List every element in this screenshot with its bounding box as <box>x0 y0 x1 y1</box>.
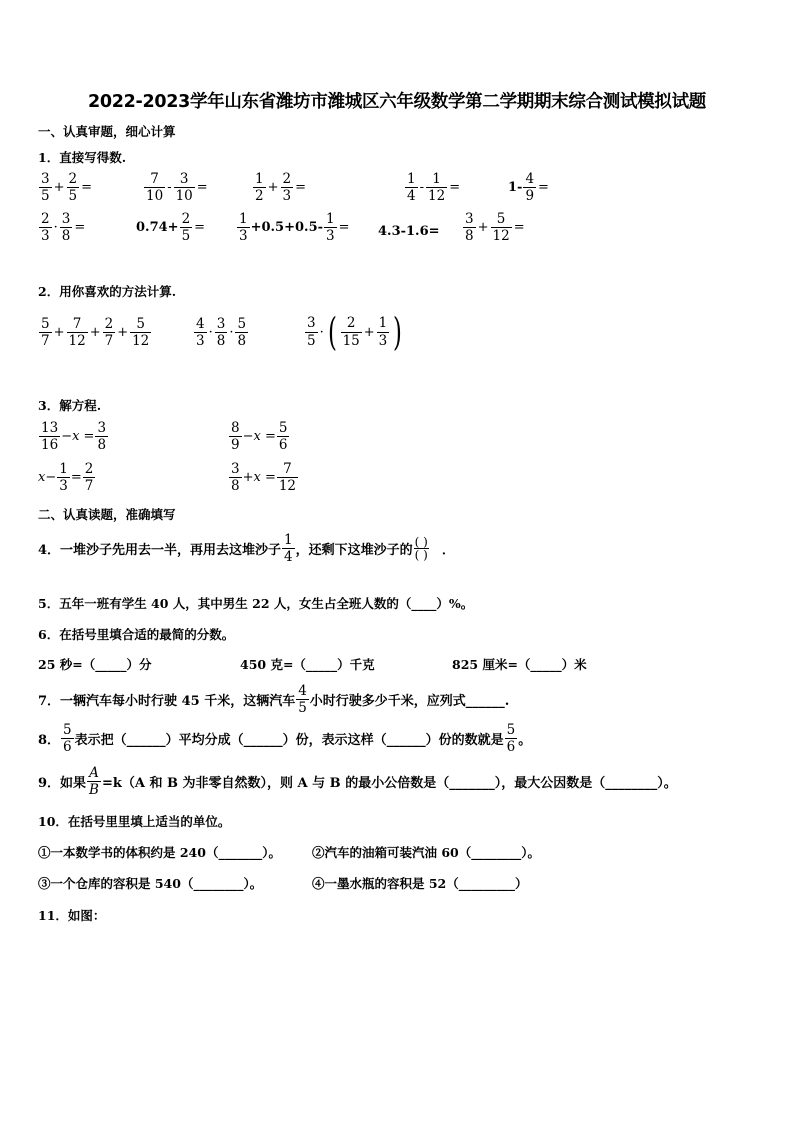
q3-equation-c: x− $\frac{1}{3}$ = $\frac{2}{7}$ <box>38 461 94 495</box>
question-7: 7．一辆汽车每小时行驶 45 千米，这辆汽车 $\frac{4}{5}$ 小时行驶多少千米，应列式______. <box>38 683 510 717</box>
question-5: 5．五年一班有学生 40 人，其中男生 22 人，女生占全班人数的（____）%。 <box>38 596 474 611</box>
q1-item-i: 4.3-1.6= <box>378 224 440 239</box>
question-2: 2．用你喜欢的方法计算. <box>38 284 177 299</box>
q6-item-seconds: 25 秒=（_____）分 <box>38 657 152 672</box>
q10-item-4: ④一墨水瓶的容积是 52（_________） <box>312 876 528 891</box>
q1-item-g: 0.74+ $\frac{2}{5}$ = <box>136 211 206 245</box>
q3-equation-d: $\frac{3}{8}$ +x = $\frac{7}{12}$ <box>231 461 297 495</box>
q1-item-b: $\frac{7}{10}$ - $\frac{3}{10}$ = <box>146 171 208 205</box>
q6-item-grams: 450 克=（_____）千克 <box>240 657 375 672</box>
q2-item-b: $\frac{4}{3}$ · $\frac{3}{8}$ · $\frac{5}{8}$ <box>196 316 247 350</box>
question-1: 1．直接写得数. <box>38 150 127 165</box>
q1-item-e: 1- $\frac{4}{9}$ = <box>508 171 549 205</box>
section-1-heading: 一、认真审题，细心计算 <box>38 124 176 139</box>
q6-item-centimeters: 825 厘米=（_____）米 <box>452 657 587 672</box>
section-2-heading: 二、认真读题，准确填写 <box>38 507 176 522</box>
q2-item-c: $\frac{3}{5}$ · ( $\frac{2}{15}$ + $\frac{1}{3}$ ) <box>307 310 403 354</box>
question-4: 4．一堆沙子先用去一半，再用去这堆沙子 $\frac{1}{4}$ ，还剩下这堆沙子的 $\frac{( )}{( )}$ ． <box>38 532 455 566</box>
q10-item-3: ③一个仓库的容积是 540（________）。 <box>38 876 263 891</box>
q3-equation-a: $\frac{13}{16}$ −x = $\frac{3}{8}$ <box>41 420 107 454</box>
q2-item-a: $\frac{5}{7}$ + $\frac{7}{12}$ + $\frac{2}{7}$ + $\frac{5}{12}$ <box>41 316 150 350</box>
question-10: 10．在括号里里填上适当的单位。 <box>38 814 231 829</box>
q3-equation-b: $\frac{8}{9}$ −x = $\frac{5}{6}$ <box>231 420 288 454</box>
question-6: 6．在括号里填合适的最简的分数。 <box>38 627 235 642</box>
q1-item-f: $\frac{2}{3}$ · $\frac{3}{8}$ = <box>41 211 86 245</box>
q10-item-1: ①一本数学书的体积约是 240（_______）。 <box>38 845 281 860</box>
q1-item-j: $\frac{3}{8}$ + $\frac{5}{12}$ = <box>465 211 525 245</box>
question-11: 11．如图： <box>38 908 106 923</box>
q1-item-c: $\frac{1}{2}$ + $\frac{2}{3}$ = <box>255 171 306 205</box>
q10-item-2: ②汽车的油箱可装汽油 60（________）。 <box>312 845 540 860</box>
q1-item-d: $\frac{1}{4}$ - $\frac{1}{12}$ = <box>407 171 461 205</box>
question-3: 3．解方程. <box>38 398 102 413</box>
question-9: 9．如果 $\frac{A}{B}$ =k（A 和 B 为非零自然数），则 A 与 B 的最小公倍数是（_______），最大公因数是（________）。 <box>38 765 677 799</box>
q1-item-a: $\frac{3}{5}$ + $\frac{2}{5}$ = <box>41 171 92 205</box>
page-title: 2022-2023学年山东省潍坊市潍城区六年级数学第二学期期末综合测试模拟试题 <box>88 92 706 112</box>
question-8: 8． $\frac{5}{6}$ 表示把（______）平均分成（______）份，表示这样（______）份的数就是 $\frac{5}{6}$ 。 <box>38 722 532 756</box>
q1-item-h: $\frac{1}{3}$ +0.5+0.5- $\frac{1}{3}$ = <box>239 211 350 245</box>
